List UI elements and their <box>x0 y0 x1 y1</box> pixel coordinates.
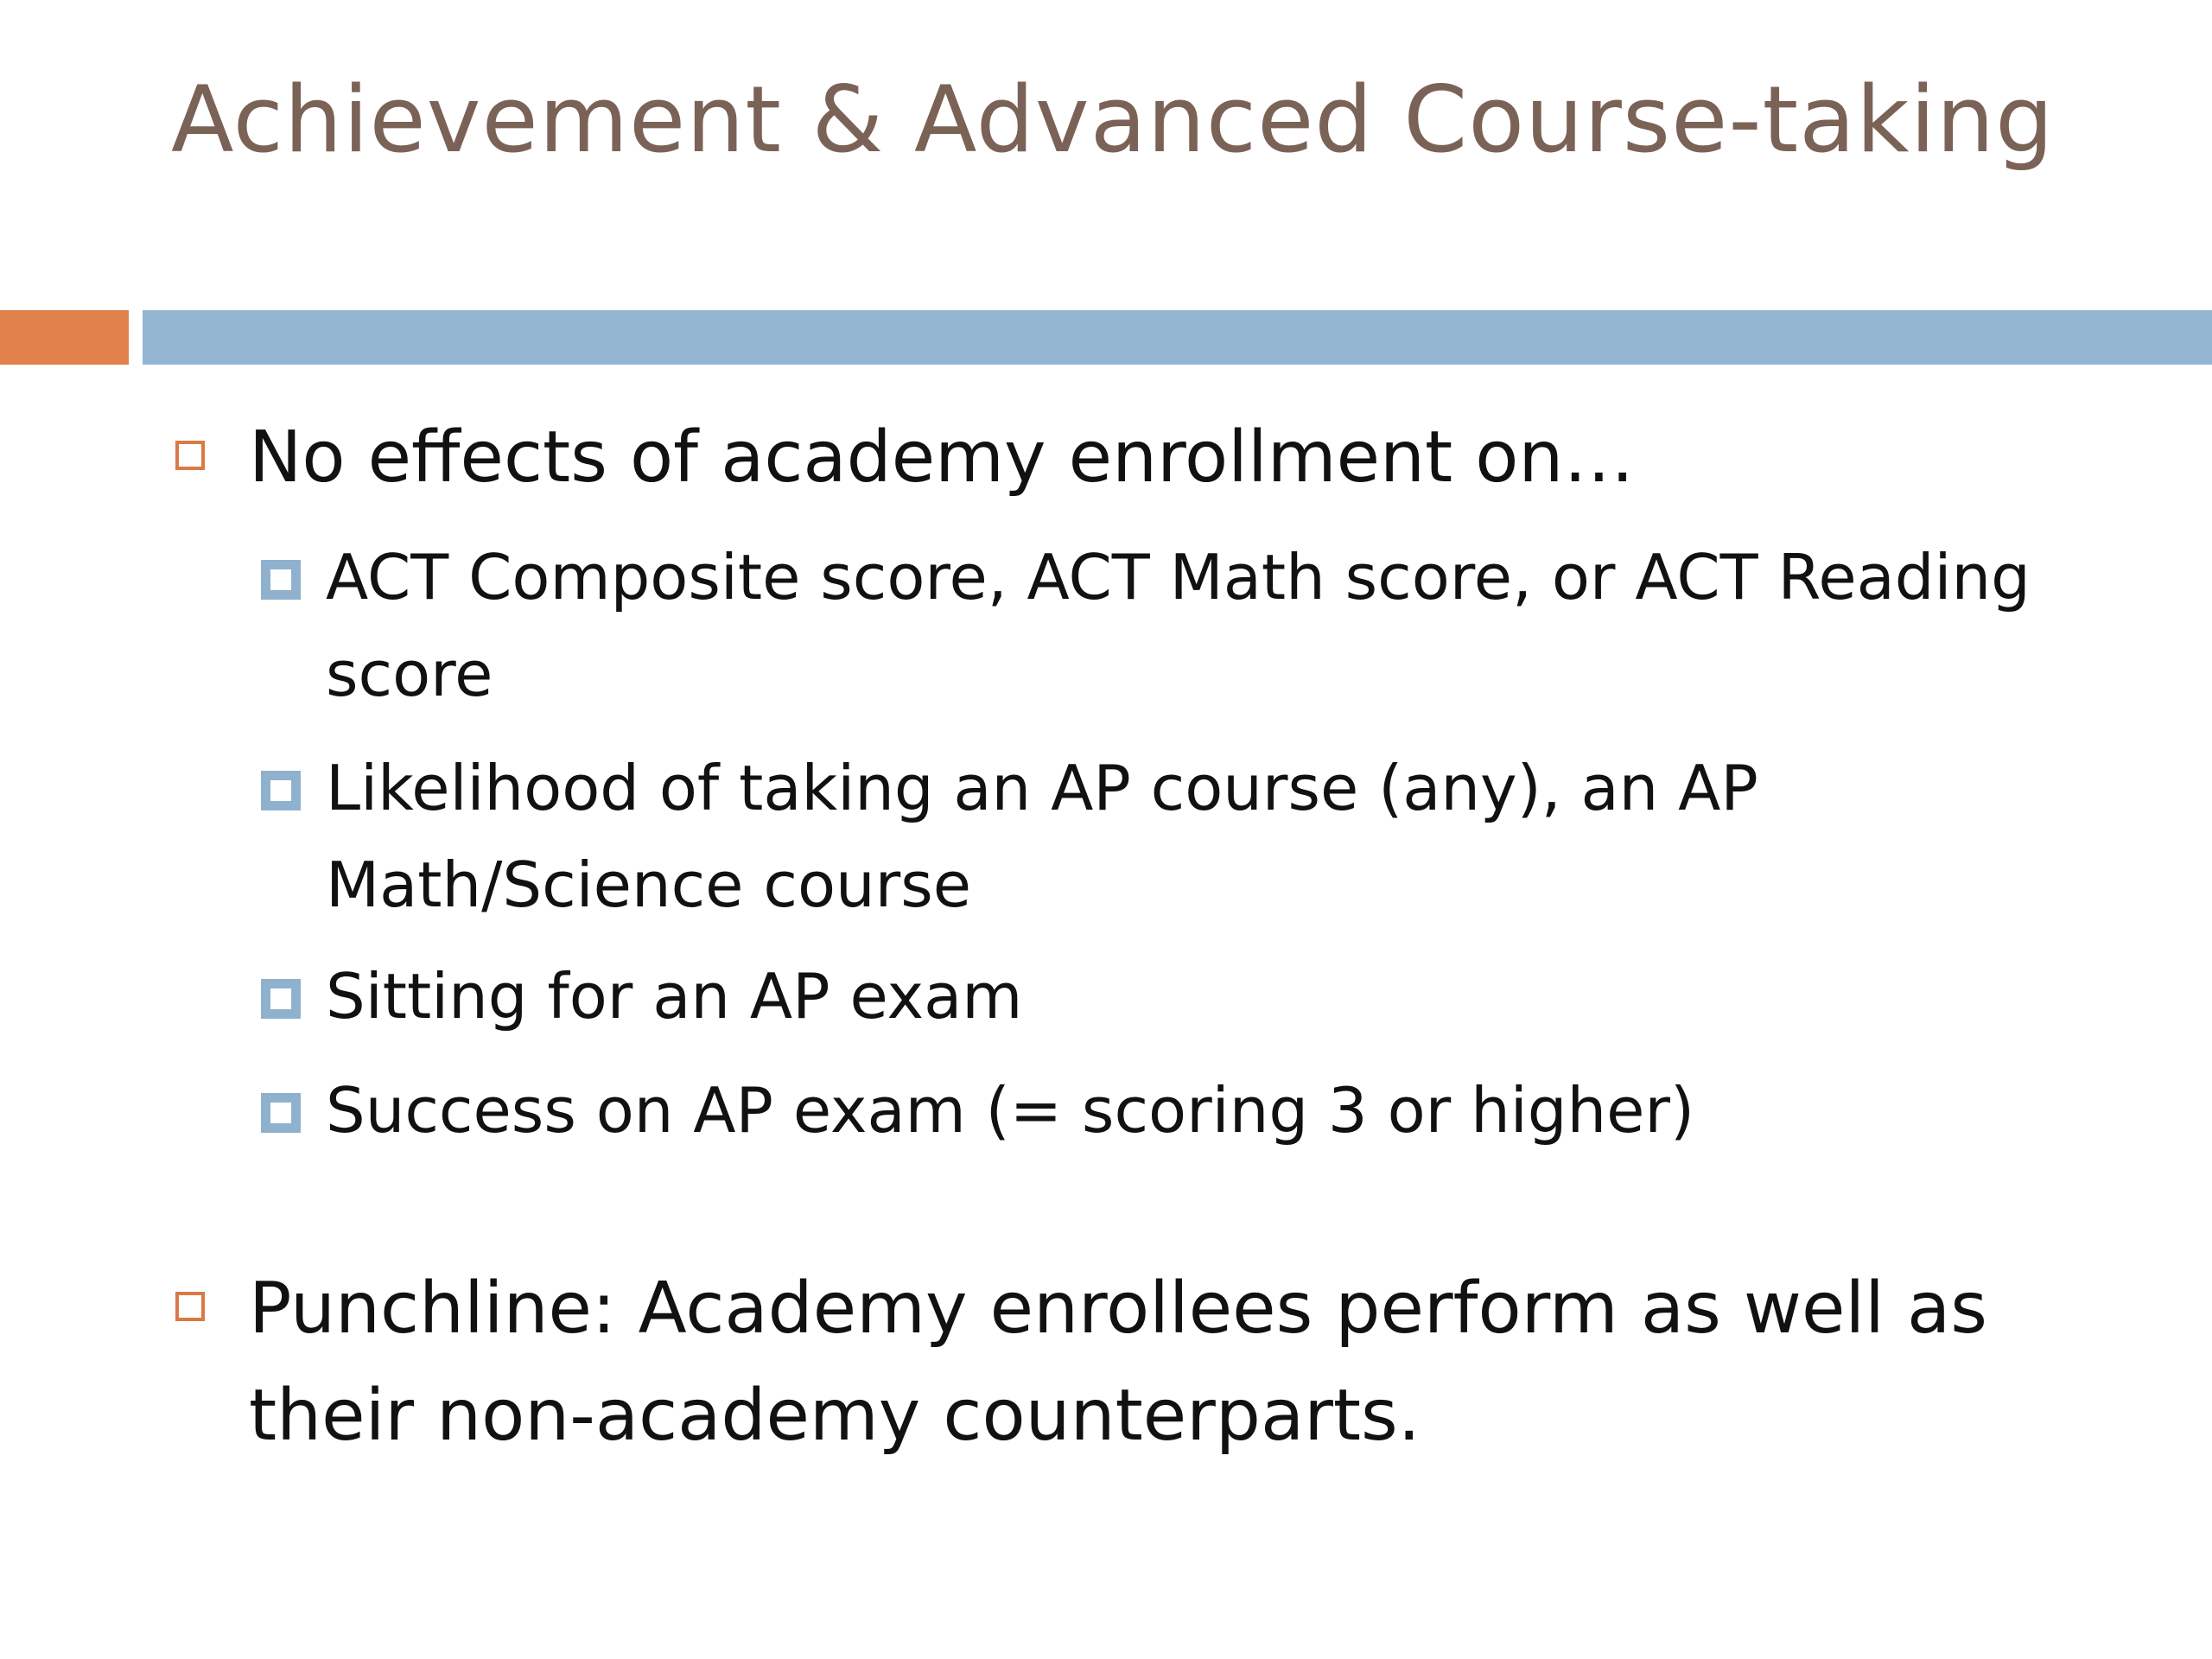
bullet-text: Punchline: Academy enrollees perform as well as their non-academy counterparts. <box>249 1268 1988 1457</box>
subbullet-text: ACT Composite score, ACT Math score, or ACT Reading score <box>326 541 2031 710</box>
subbullet-text: Success on AP exam (= scoring 3 or higher) <box>326 1074 1695 1147</box>
subbullet-ap-course <box>261 740 2127 933</box>
bullet-no-effects <box>173 404 2126 512</box>
subbullet-text: Likelihood of taking an AP course (any), an AP Math/Science course <box>326 752 1758 921</box>
subbullet-ap-exam <box>261 948 2127 1045</box>
bullet-text: No effects of academy enrollment on… <box>249 416 1635 499</box>
filled-square-with-hole-icon <box>261 771 301 810</box>
filled-square-with-hole-icon <box>261 1093 301 1133</box>
hollow-square-icon <box>175 1292 205 1321</box>
bullet-punchline <box>173 1255 2126 1470</box>
slide-title: Achievement & Advanced Course-taking <box>171 67 2055 173</box>
filled-square-with-hole-icon <box>261 560 301 600</box>
subbullet-act-scores <box>261 529 2127 722</box>
hollow-square-icon <box>175 441 205 470</box>
subbullet-ap-success <box>261 1062 2127 1159</box>
filled-square-with-hole-icon <box>261 979 301 1019</box>
subbullet-text: Sitting for an AP exam <box>326 960 1023 1033</box>
